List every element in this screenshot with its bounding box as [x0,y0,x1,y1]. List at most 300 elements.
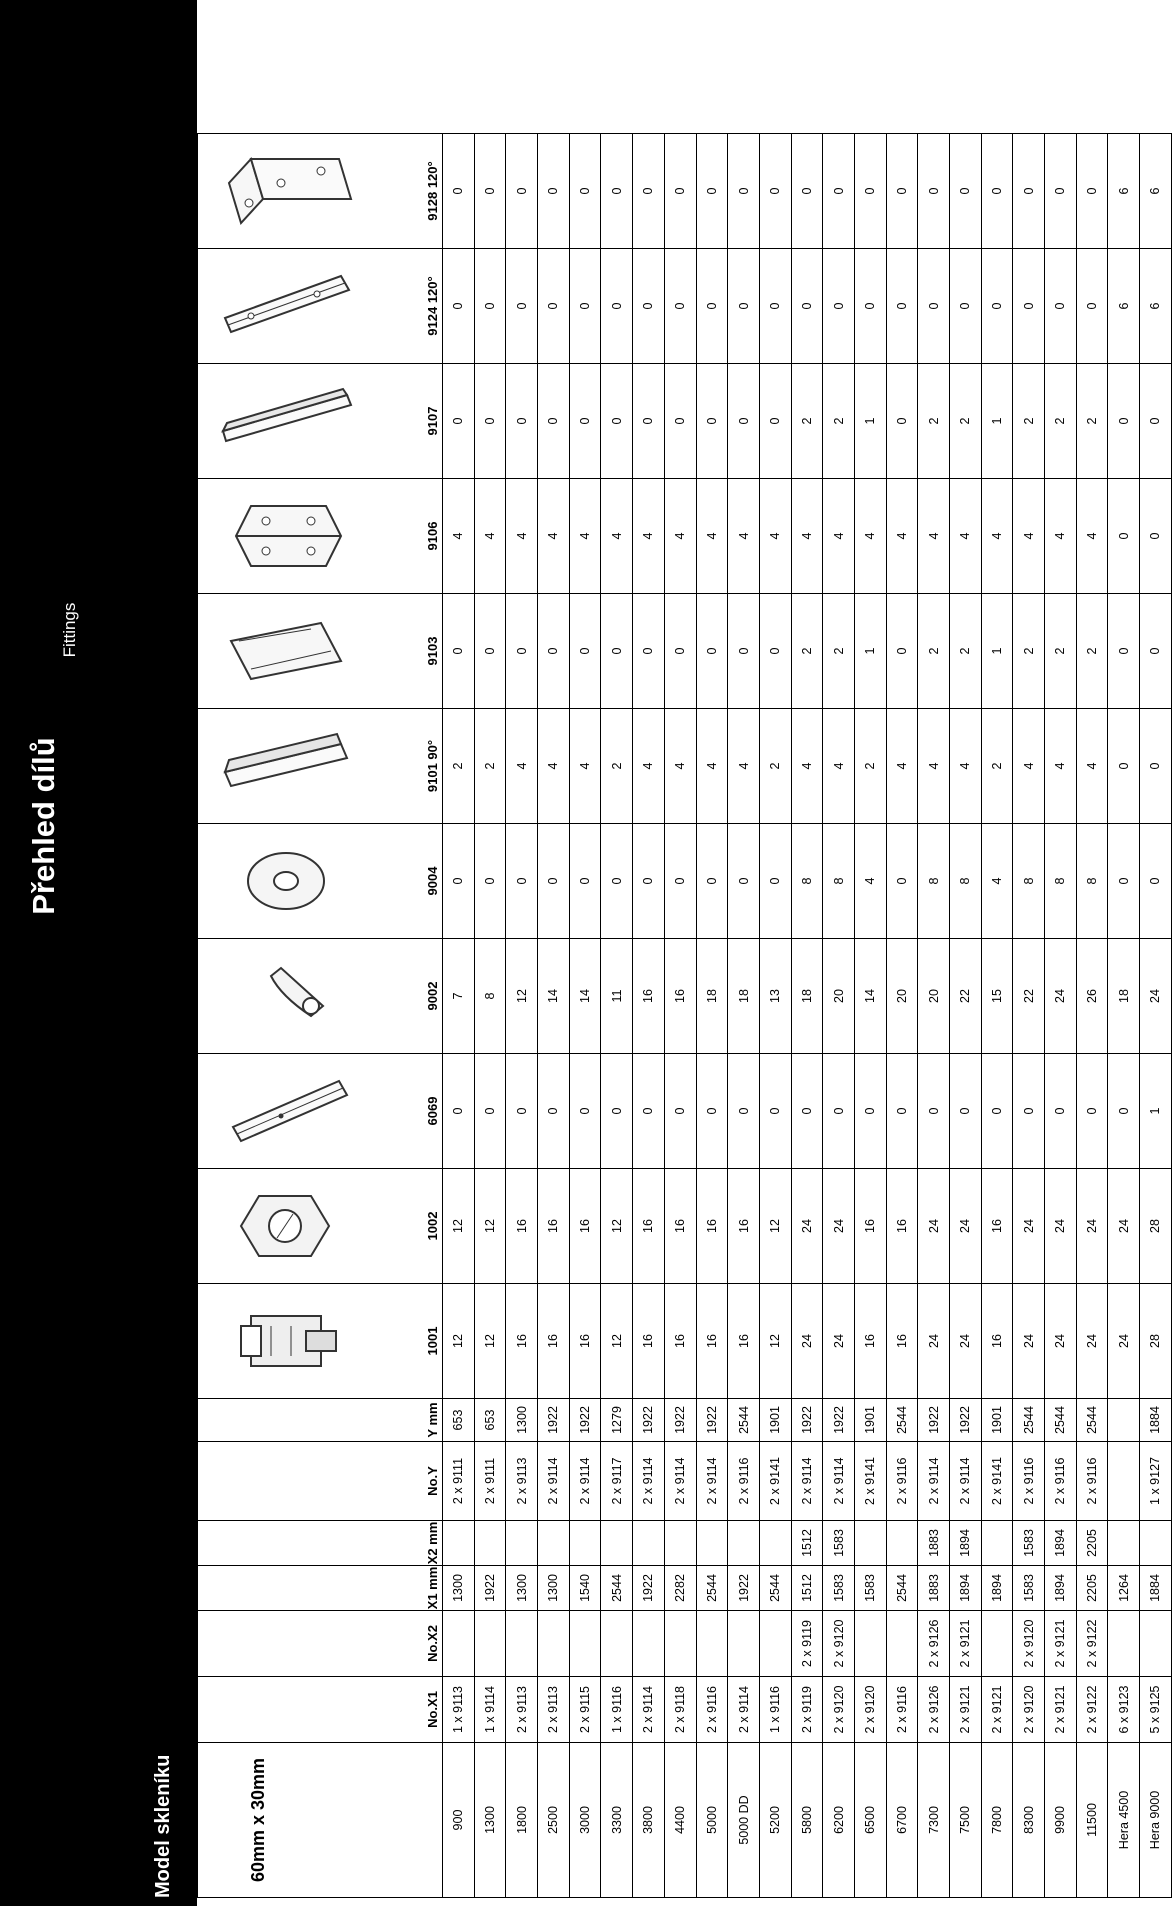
col-label: 9106 [425,521,440,551]
col-header-9002 [198,939,443,1054]
model-cell: 3300 [601,1743,633,1898]
table-cell: 0 [791,249,823,364]
table-cell: 4 [569,709,601,824]
table-cell: 16 [569,1169,601,1284]
table-cell: 2 [823,594,855,709]
table-cell: 0 [664,1054,696,1169]
table-cell: 2 [791,594,823,709]
table-cell: 4 [1013,479,1045,594]
table-cell: 0 [759,824,791,939]
table-cell: 0 [1140,709,1172,824]
table-cell: 0 [443,824,475,939]
table-cell: 13 [759,939,791,1054]
col-header-9004 [198,824,443,939]
table-row [728,134,760,1898]
table-cell: 4 [443,479,475,594]
table-cell [759,1521,791,1566]
table-cell: 2 [1076,364,1108,479]
table-cell: 16 [664,1169,696,1284]
table-cell [664,1521,696,1566]
table-cell: 11 [601,939,633,1054]
table-cell: 0 [1140,479,1172,594]
table-cell: 2 x 9120 [1013,1611,1045,1677]
table-cell: 2544 [696,1566,728,1611]
table-cell: 1894 [1045,1521,1077,1566]
table-cell: 0 [728,364,760,479]
table-cell: 0 [696,824,728,939]
table-cell: 2 x 9111 [474,1442,506,1521]
table-cell: 0 [506,594,538,709]
table-cell: 0 [728,594,760,709]
table-cell: 2 x 9113 [506,1677,538,1743]
table-cell [601,1521,633,1566]
table-cell: 1300 [538,1566,570,1611]
model-cell: 5800 [791,1743,823,1898]
table-cell: 0 [664,249,696,364]
table-cell: 1922 [791,1399,823,1442]
table-cell: 1583 [854,1566,886,1611]
table-cell: 1583 [823,1521,855,1566]
table-cell [886,1611,918,1677]
table-row [664,134,696,1898]
table-row [1013,134,1045,1898]
table-cell: 0 [886,364,918,479]
table-cell: 653 [443,1399,475,1442]
washer-icon [206,824,366,938]
table-cell: 8 [918,824,950,939]
table-cell [1108,1399,1140,1442]
table-cell: 1922 [696,1399,728,1442]
model-cell: 5000 [696,1743,728,1898]
model-cell: 1300 [474,1743,506,1898]
table-cell: 0 [886,134,918,249]
table-cell: 0 [759,249,791,364]
col-label: 9128 120° [425,161,440,221]
table-cell: 1 [981,364,1013,479]
table-cell: 0 [633,594,665,709]
table-cell: 2 x 9114 [918,1442,950,1521]
col-header-9106 [198,479,443,594]
table-row [443,134,475,1898]
table-cell: 0 [696,249,728,364]
table-cell: 0 [1108,479,1140,594]
table-cell: 1540 [569,1566,601,1611]
table-cell: 4 [474,479,506,594]
table-cell: 0 [664,364,696,479]
table-cell: 22 [1013,939,1045,1054]
col-header-9128 [198,134,443,249]
table-cell: 0 [918,1054,950,1169]
table-cell: 8 [1045,824,1077,939]
table-cell: 1922 [664,1399,696,1442]
table-cell: 1894 [950,1521,982,1566]
table-cell: 12 [443,1284,475,1399]
table-cell: 0 [474,824,506,939]
table-cell: 2 x 9116 [1076,1442,1108,1521]
table-cell: 16 [569,1284,601,1399]
table-cell: 2544 [728,1399,760,1442]
table-cell: 16 [506,1284,538,1399]
table-cell: 24 [918,1284,950,1399]
model-cell: 5200 [759,1743,791,1898]
table-cell: 0 [474,134,506,249]
table-cell [474,1611,506,1677]
table-cell: 8 [950,824,982,939]
table-cell: 2 [950,594,982,709]
table-cell: 1 x 9114 [474,1677,506,1743]
col-header-9107 [198,364,443,479]
table-cell: 0 [1140,824,1172,939]
clip-bracket-icon [206,939,366,1053]
table-cell: 16 [728,1169,760,1284]
table-cell [728,1521,760,1566]
table-cell: 0 [633,824,665,939]
table-cell: 2 x 9114 [569,1442,601,1521]
table-cell: 14 [854,939,886,1054]
table-cell: 16 [728,1284,760,1399]
table-cell [1108,1611,1140,1677]
table-cell: 1894 [981,1566,1013,1611]
table-cell: 0 [1076,1054,1108,1169]
table-cell: 0 [664,134,696,249]
table-cell: 1901 [854,1399,886,1442]
table-cell: 14 [538,939,570,1054]
table-cell: 6 [1108,134,1140,249]
table-cell: 12 [601,1169,633,1284]
table-cell: 16 [854,1169,886,1284]
fittings-section-title: Fittings [60,602,79,658]
table-cell: 2 x 9114 [791,1442,823,1521]
rail-profile-icon [206,1054,366,1168]
table-cell: 2 [950,364,982,479]
table-cell: 16 [696,1169,728,1284]
table-cell: 4 [633,479,665,594]
table-cell: 24 [1076,1284,1108,1399]
table-cell: 1922 [569,1399,601,1442]
table-cell: 0 [950,134,982,249]
table-cell: 0 [696,134,728,249]
table-cell: 24 [791,1169,823,1284]
table-cell: 0 [601,824,633,939]
table-cell: 2 x 9116 [696,1677,728,1743]
model-cell: 3000 [569,1743,601,1898]
model-cell: 7500 [950,1743,982,1898]
table-cell: 2544 [1045,1399,1077,1442]
table-row [1108,134,1140,1898]
table-cell: 4 [538,479,570,594]
table-cell [696,1521,728,1566]
col-label: No.X2 [425,1625,440,1662]
table-cell: 0 [443,594,475,709]
table-cell: 0 [538,824,570,939]
table-cell: 24 [918,1169,950,1284]
table-cell: 0 [506,824,538,939]
table-cell: 0 [569,594,601,709]
long-bracket-icon [206,364,366,478]
model-cell: 8300 [1013,1743,1045,1898]
table-cell [474,1521,506,1566]
table-cell: 4 [728,709,760,824]
table-cell: 1512 [791,1521,823,1566]
table-cell: 12 [506,939,538,1054]
table-cell: 0 [728,824,760,939]
table-row [981,134,1013,1898]
table-cell: 2 [474,709,506,824]
table-row [569,134,601,1898]
table-cell [538,1611,570,1677]
table-row [791,134,823,1898]
table-cell: 4 [918,709,950,824]
table-cell: 0 [728,1054,760,1169]
table-cell: 0 [759,594,791,709]
table-cell: 0 [506,1054,538,1169]
table-cell: 0 [664,824,696,939]
table-cell [854,1521,886,1566]
model-cell: 3800 [633,1743,665,1898]
table-cell [696,1611,728,1677]
col-header-1001 [198,1284,443,1399]
table-cell: 0 [538,594,570,709]
table-cell: 2 [443,709,475,824]
table-cell: 15 [981,939,1013,1054]
table-cell: 4 [696,709,728,824]
table-cell: 0 [1140,594,1172,709]
table-cell: 0 [981,249,1013,364]
table-cell: 0 [918,134,950,249]
table-cell: 24 [1108,1169,1140,1284]
table-row [886,134,918,1898]
table-cell: 0 [1108,594,1140,709]
table-cell: 0 [538,364,570,479]
table-cell: 0 [981,134,1013,249]
table-cell [569,1521,601,1566]
table-cell: 2 x 9113 [538,1677,570,1743]
table-cell: 1922 [950,1399,982,1442]
table-cell: 4 [918,479,950,594]
table-cell: 0 [823,1054,855,1169]
col-label: 9002 [425,981,440,1011]
table-cell: 8 [1076,824,1108,939]
table-cell: 0 [601,364,633,479]
table-cell [443,1521,475,1566]
table-cell: 4 [791,479,823,594]
table-cell: 1583 [1013,1521,1045,1566]
table-cell: 4 [981,479,1013,594]
table-cell: 2 x 9120 [1013,1677,1045,1743]
table-cell: 1279 [601,1399,633,1442]
table-cell: 20 [918,939,950,1054]
table-cell: 1 x 9113 [443,1677,475,1743]
table-cell: 4 [791,709,823,824]
table-cell: 0 [918,249,950,364]
col-label: 9103 [425,636,440,666]
col-label: 9107 [425,406,440,436]
table-cell: 1300 [506,1566,538,1611]
table-cell: 1300 [443,1566,475,1611]
table-cell: 0 [1108,709,1140,824]
table-cell: 0 [1108,364,1140,479]
col-header-x1-mm [198,1566,443,1611]
table-cell: 0 [601,1054,633,1169]
table-row [601,134,633,1898]
table-cell: 2 x 9122 [1076,1611,1108,1677]
angle-bracket-90-icon [206,709,366,823]
table-cell: 4 [506,479,538,594]
table-cell: 2 x 9121 [981,1677,1013,1743]
table-cell: 2 x 9114 [696,1442,728,1521]
table-cell: 0 [569,364,601,479]
table-cell: 24 [950,1169,982,1284]
table-cell: 0 [506,364,538,479]
table-cell: 1884 [1140,1566,1172,1611]
table-cell: 2544 [1076,1399,1108,1442]
table-cell: 1512 [791,1566,823,1611]
table-cell: 1922 [538,1399,570,1442]
table-cell: 0 [1013,249,1045,364]
table-cell: 0 [474,1054,506,1169]
table-cell: 0 [886,1054,918,1169]
table-cell: 653 [474,1399,506,1442]
table-cell: 2 x 9141 [981,1442,1013,1521]
table-cell: 0 [823,134,855,249]
table-cell: 1 [854,594,886,709]
table-cell: 0 [791,134,823,249]
table-cell: 0 [759,134,791,249]
table-cell: 18 [791,939,823,1054]
table-cell [981,1521,1013,1566]
table-cell: 1300 [506,1399,538,1442]
col-header-6069 [198,1054,443,1169]
table-cell: 0 [506,134,538,249]
model-column-title: Model skleníku [152,1754,174,1898]
table-cell [633,1521,665,1566]
table-cell: 0 [601,249,633,364]
table-cell: 24 [1045,1169,1077,1284]
table-cell: 6 [1140,249,1172,364]
table-cell: 4 [601,479,633,594]
table-cell: 4 [823,709,855,824]
table-cell: 0 [601,134,633,249]
table-cell: 2 [1076,594,1108,709]
table-row [854,134,886,1898]
table-cell: 0 [474,594,506,709]
table-cell: 2 [1013,594,1045,709]
table-cell: 4 [633,709,665,824]
table-cell: 2 x 9121 [1045,1611,1077,1677]
table-cell: 2 x 9114 [633,1442,665,1521]
table-cell: 1 [854,364,886,479]
table-cell: 12 [601,1284,633,1399]
table-cell: 4 [1013,709,1045,824]
table-cell: 8 [474,939,506,1054]
table-cell: 0 [1076,134,1108,249]
table-cell: 0 [854,1054,886,1169]
table-row [1140,134,1172,1898]
table-cell: 12 [759,1169,791,1284]
table-cell: 4 [886,709,918,824]
table-cell: 0 [1013,1054,1045,1169]
table-cell: 0 [443,134,475,249]
table-cell: 2 x 9121 [950,1611,982,1677]
table-cell: 0 [569,134,601,249]
table-cell: 24 [1108,1284,1140,1399]
page-title: Přehled dílů [26,737,61,915]
model-cell: 1800 [506,1743,538,1898]
table-cell: 0 [443,364,475,479]
table-cell: 24 [950,1284,982,1399]
table-cell: 16 [886,1169,918,1284]
table-cell: 6 x 9123 [1108,1677,1140,1743]
table-cell: 16 [538,1169,570,1284]
table-cell: 22 [950,939,982,1054]
table-cell: 0 [696,594,728,709]
table-cell: 2 [601,709,633,824]
table-cell: 4 [506,709,538,824]
table-cell: 2 x 9116 [886,1442,918,1521]
table-cell: 4 [854,824,886,939]
table-cell: 2 [918,594,950,709]
table-cell: 24 [1013,1284,1045,1399]
table-cell: 2205 [1076,1566,1108,1611]
table-cell: 0 [886,249,918,364]
table-cell: 1901 [981,1399,1013,1442]
table-cell: 0 [569,1054,601,1169]
table-cell: 0 [696,1054,728,1169]
table-cell: 18 [728,939,760,1054]
table-cell: 2282 [664,1566,696,1611]
table-cell [633,1611,665,1677]
table-cell: 2 x 9121 [950,1677,982,1743]
table-cell: 2 [1045,594,1077,709]
col-header-no-x2 [198,1611,443,1677]
table-cell: 0 [1045,249,1077,364]
table-cell: 2 x 9114 [664,1442,696,1521]
table-cell: 0 [759,1054,791,1169]
table-cell: 16 [633,1169,665,1284]
table-cell: 12 [759,1284,791,1399]
table-cell: 1894 [950,1566,982,1611]
table-cell: 1901 [759,1399,791,1442]
table-cell [601,1611,633,1677]
table-cell: 0 [1045,134,1077,249]
model-cell: Hera 4500 [1108,1743,1140,1898]
model-cell: Hera 9000 [1140,1743,1172,1898]
table-cell: 2 [1045,364,1077,479]
table-cell: 24 [1045,939,1077,1054]
table-cell [443,1611,475,1677]
table-cell: 12 [474,1284,506,1399]
table-cell [506,1521,538,1566]
table-cell: 1 x 9116 [601,1677,633,1743]
table-cell: 6 [1108,249,1140,364]
table-cell: 0 [538,1054,570,1169]
table-cell: 20 [886,939,918,1054]
table-cell: 4 [950,709,982,824]
table-cell: 24 [1076,1169,1108,1284]
table-cell: 2 x 9113 [506,1442,538,1521]
table-cell: 2 x 9120 [823,1677,855,1743]
table-cell: 1 [981,594,1013,709]
table-cell: 2 x 9114 [823,1442,855,1521]
table-cell: 0 [696,364,728,479]
table-cell: 2 x 9119 [791,1677,823,1743]
table-cell: 18 [696,939,728,1054]
table-cell: 1894 [1045,1566,1077,1611]
table-cell [1140,1521,1172,1566]
table-cell: 2 x 9121 [1045,1677,1077,1743]
table-cell: 2 [823,364,855,479]
corner-plate-icon [206,479,366,593]
